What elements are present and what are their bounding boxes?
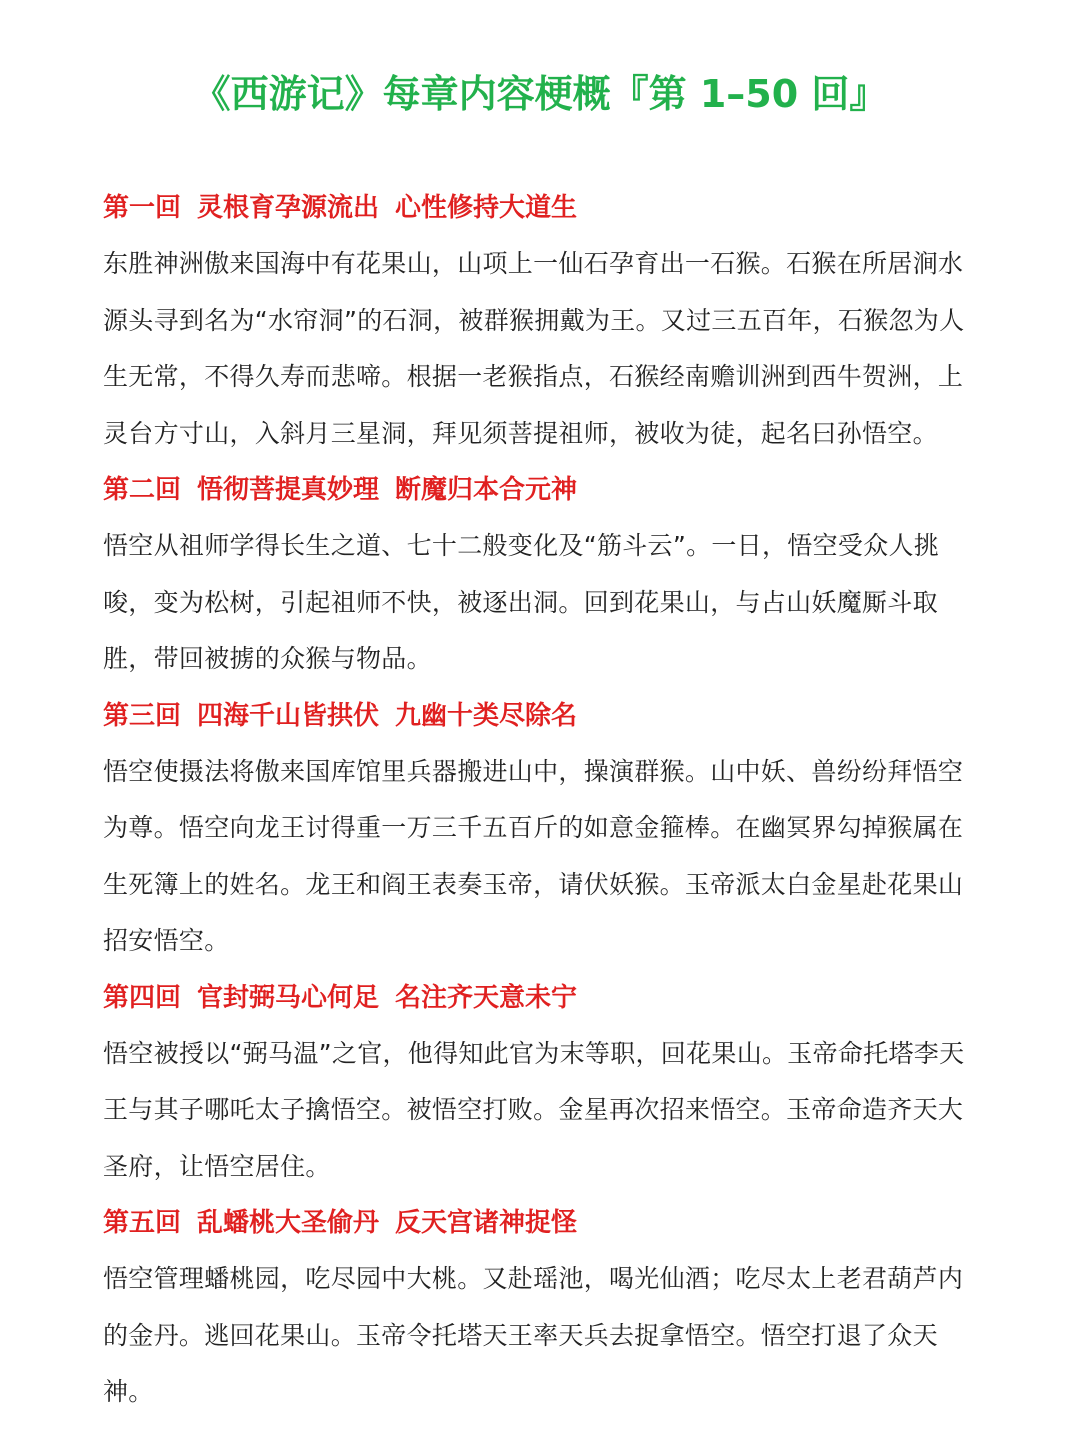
chapter-title-line1: 乱蟠桃大圣偷丹 (197, 1208, 380, 1238)
chapter-heading (103, 180, 983, 236)
chapter-heading (103, 970, 983, 1026)
chapter-3 (103, 688, 983, 970)
chapter-title-line2: 名注齐天意未宁 (395, 982, 578, 1013)
chapter-summary: 悟空使摄法将傲来国库馆里兵器搬进山中，操演群猴。山中妖、兽纷纷拜悟空为尊。悟空向龙王讨得重一万三千五百斤的如意金箍棒。在幽冥界勾掉猴属在生死簿上的姓名。龙王和阎王表奏玉帝，请伏妖猴。玉帝派太白金星赴花果山招安悟空。 (103, 756, 964, 955)
chapter-heading (103, 688, 983, 744)
chapter-summary: 悟空从祖师学得长生之道、七十二般变化及“筋斗云”。一日，悟空受众人挑唆，变为松树，引起祖师不快，被逐出洞。回到花果山，与占山妖魔厮斗取胜，带回被掳的众猴与物品。 (103, 531, 940, 673)
chapter-number: 第四回 (103, 982, 182, 1013)
chapter-1 (103, 180, 983, 462)
chapter-2 (103, 462, 983, 688)
chapter-title-line1: 悟彻菩提真妙理 (197, 475, 380, 505)
chapter-title-line2: 断魔归本合元神 (395, 475, 578, 505)
chapter-title-line2: 反天宫诸神捉怪 (395, 1208, 578, 1238)
chapter-number: 第五回 (103, 1208, 182, 1238)
chapter-heading (103, 462, 983, 518)
chapter-summary: 悟空管理蟠桃园，吃尽园中大桃。又赴瑶池，喝光仙酒；吃尽太上老君葫芦内的金丹。逃回花果山。玉帝令托塔天王率天兵去捉拿悟空。悟空打退了众天神。 (103, 1264, 964, 1406)
chapter-number: 第一回 (103, 193, 182, 223)
chapter-number: 第三回 (103, 700, 182, 731)
chapter-title-line1: 四海千山皆拱伏 (197, 700, 380, 731)
chapter-title-line2: 心性修持大道生 (395, 193, 578, 223)
chapter-summary: 悟空被授以“弼马温”之官，他得知此官为末等职，回花果山。玉帝命托塔李天王与其子哪吒太子擒悟空。被悟空打败。金星再次招来悟空。玉帝命造齐天大圣府，让悟空居住。 (103, 1038, 965, 1181)
chapter-title-line1: 官封弼马心何足 (197, 982, 380, 1013)
chapter-summary: 东胜神洲傲来国海中有花果山，山项上一仙石孕育出一石猴。石猴在所居涧水源头寻到名为“水帘洞”的石洞，被群猴拥戴为王。又过三五百年，石猴忽为人生无常，不得久寿而悲啼。根据一老猴指点，石猴经南赡训洲到西牛贺洲，上灵台方寸山，入斜月三星洞，拜见须菩提祖师，被收为徒，起名曰孙悟空。 (103, 249, 965, 448)
chapter-number: 第二回 (103, 475, 182, 505)
chapter-5 (103, 1195, 983, 1421)
chapter-title-line2: 九幽十类尽除名 (395, 700, 578, 731)
chapter-heading (103, 1195, 983, 1251)
chapter-title-line1: 灵根育孕源流出 (197, 193, 380, 223)
page-title: 《西游记》每章内容梗概『第 1–50 回』 (192, 72, 888, 116)
chapter-4 (103, 970, 983, 1196)
chapter-list (103, 180, 983, 1421)
